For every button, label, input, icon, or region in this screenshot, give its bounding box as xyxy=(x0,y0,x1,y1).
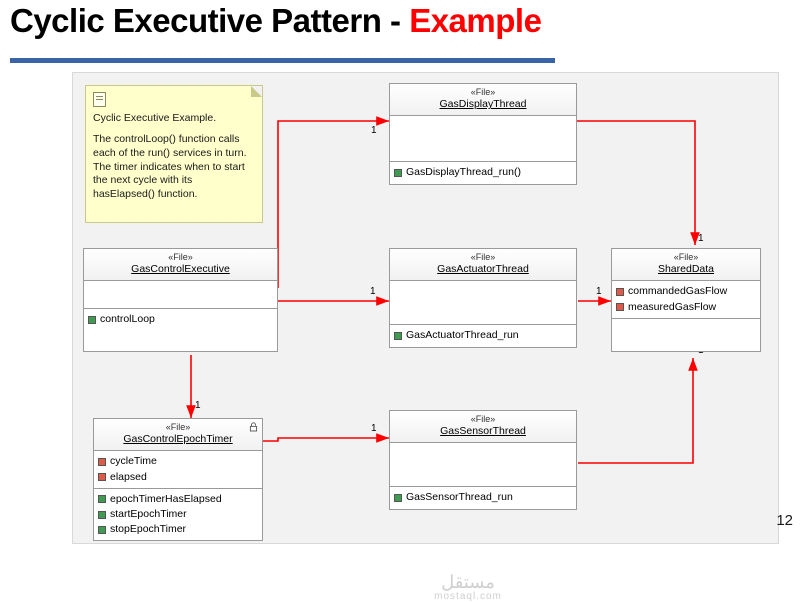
operation-marker-icon xyxy=(394,332,402,340)
watermark-sub: mostaql.com xyxy=(434,590,502,602)
operation-label: epochTimerHasElapsed xyxy=(110,492,222,505)
operation-marker-icon xyxy=(98,526,106,534)
uml-operation xyxy=(394,490,572,505)
note-line-2: The controlLoop() function calls each of the run() services in turn. The timer indicates when to start the next cycle with its hasElapsed() function. xyxy=(93,132,247,201)
diagram-note xyxy=(85,85,263,223)
operations-compartment xyxy=(612,319,760,351)
operation-label: GasSensorThread_run xyxy=(406,491,513,504)
attribute-label: cycleTime xyxy=(110,455,157,468)
title-divider xyxy=(10,58,555,63)
uml-header xyxy=(390,84,576,116)
uml-operation xyxy=(394,165,572,180)
operation-marker-icon xyxy=(394,494,402,502)
watermark xyxy=(393,573,543,602)
uml-header xyxy=(390,411,576,443)
class-name-label: GasSensorThread xyxy=(440,425,526,438)
page-title-accent: Example xyxy=(409,2,542,39)
multiplicity-timer: 1 xyxy=(195,400,201,411)
operations-compartment xyxy=(94,489,262,541)
multiplicity-shared-left: 1 xyxy=(596,286,602,297)
operations-compartment xyxy=(390,487,576,508)
attributes-compartment xyxy=(390,281,576,325)
multiplicity-shared-top: 1 xyxy=(698,233,704,244)
operation-label: controlLoop xyxy=(100,313,155,326)
class-name-label: SharedData xyxy=(657,263,715,276)
attributes-compartment xyxy=(390,116,576,162)
attribute-label: commandedGasFlow xyxy=(628,285,728,298)
stereotype-label: «File» xyxy=(165,422,191,432)
multiplicity-display: 1 xyxy=(371,125,377,136)
stereotype-label: «File» xyxy=(168,252,193,262)
uml-operation xyxy=(98,522,258,537)
uml-attribute xyxy=(98,454,258,469)
attribute-label: measuredGasFlow xyxy=(628,300,717,313)
uml-header xyxy=(94,419,262,451)
class-name-label: GasActuatorThread xyxy=(437,263,529,276)
class-name-label: GasControlExecutive xyxy=(131,263,230,276)
operation-label: GasActuatorThread_run xyxy=(406,329,519,342)
operation-label: GasDisplayThread_run() xyxy=(406,166,521,179)
operation-marker-icon xyxy=(98,495,106,503)
page-title-main: Cyclic Executive Pattern - xyxy=(10,2,410,39)
uml-attribute xyxy=(616,300,756,315)
uml-class-gasdisplaythread[interactable] xyxy=(389,83,577,185)
uml-header xyxy=(390,249,576,281)
note-line-1: Cyclic Executive Example. xyxy=(93,112,217,124)
page-title xyxy=(10,2,541,40)
uml-attribute xyxy=(616,284,756,299)
attribute-marker-icon xyxy=(98,458,106,466)
uml-class-gascontrolexecutive[interactable] xyxy=(83,248,278,352)
operation-label: startEpochTimer xyxy=(110,508,187,521)
lock-icon xyxy=(249,422,258,432)
uml-operation xyxy=(394,328,572,343)
uml-class-gasactuatorthread[interactable] xyxy=(389,248,577,348)
uml-header xyxy=(84,249,277,281)
uml-operation xyxy=(88,312,273,327)
operation-marker-icon xyxy=(98,511,106,519)
class-name-label: GasDisplayThread xyxy=(439,98,527,111)
uml-diagram-canvas xyxy=(72,72,779,602)
operation-label: stopEpochTimer xyxy=(110,523,187,536)
attributes-compartment xyxy=(390,443,576,487)
stereotype-label: «File» xyxy=(470,414,496,424)
multiplicity-sensor: 1 xyxy=(371,423,377,434)
multiplicity-actuator: 1 xyxy=(370,286,376,297)
operations-compartment xyxy=(390,325,576,346)
attribute-marker-icon xyxy=(616,303,624,311)
watermark-main: مستقل xyxy=(441,572,495,592)
attribute-marker-icon xyxy=(616,288,624,296)
uml-class-gascontrolepochtimer[interactable] xyxy=(93,418,263,541)
operation-marker-icon xyxy=(88,316,96,324)
uml-operation xyxy=(98,507,258,522)
uml-operation xyxy=(98,492,258,507)
note-icon xyxy=(93,92,106,107)
operations-compartment xyxy=(84,309,277,351)
class-name-label: GasControlEpochTimer xyxy=(123,433,233,446)
attributes-compartment xyxy=(612,281,760,318)
uml-header xyxy=(612,249,760,281)
stereotype-label: «File» xyxy=(470,87,496,97)
stereotype-label: «File» xyxy=(673,252,699,262)
attributes-compartment xyxy=(94,451,262,488)
uml-attribute xyxy=(98,470,258,485)
operations-compartment xyxy=(390,162,576,183)
uml-class-shareddata[interactable] xyxy=(611,248,761,352)
attributes-compartment xyxy=(84,281,277,309)
uml-class-gassensorthread[interactable] xyxy=(389,410,577,510)
attribute-label: elapsed xyxy=(110,470,147,483)
stereotype-label: «File» xyxy=(470,252,496,262)
page-number: 12 xyxy=(776,512,793,529)
operation-marker-icon xyxy=(394,169,402,177)
attribute-marker-icon xyxy=(98,473,106,481)
